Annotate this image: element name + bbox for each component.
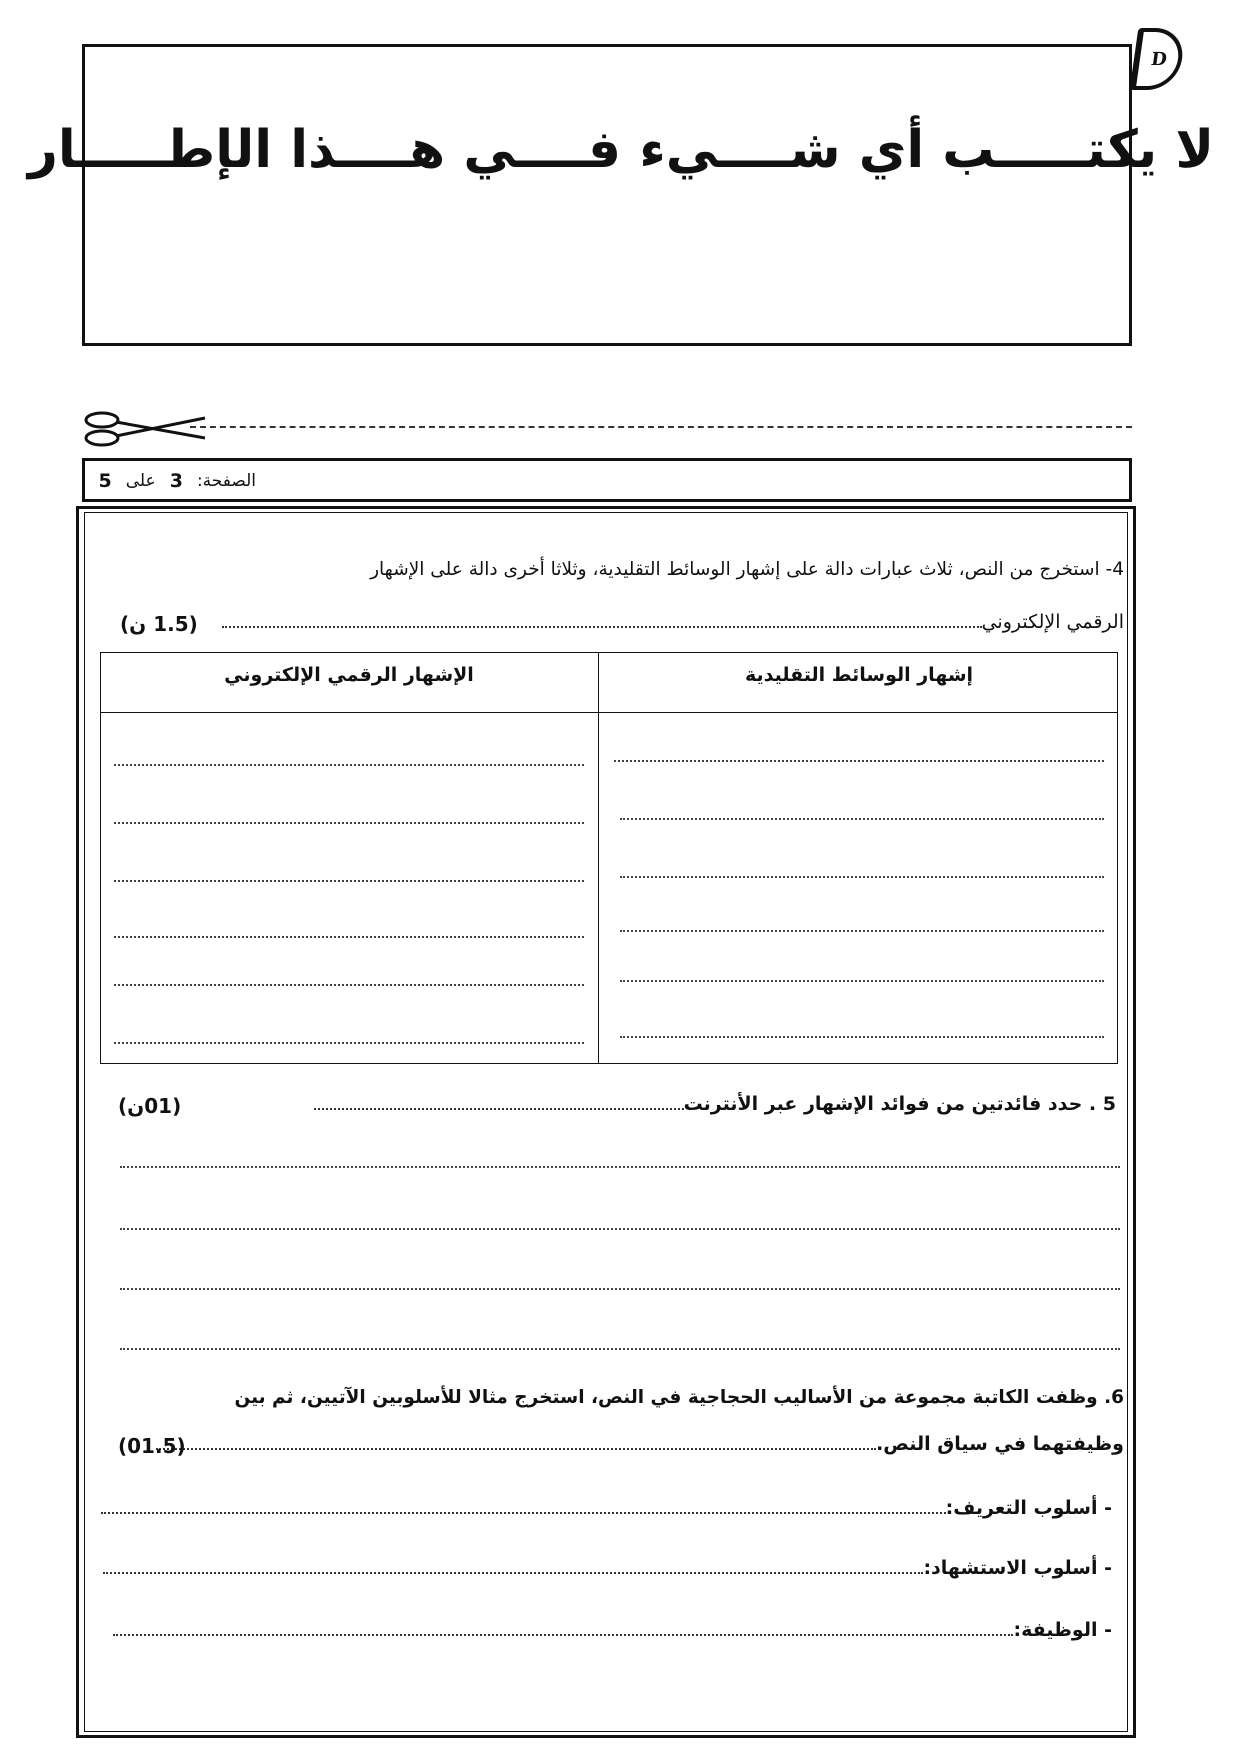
table-header-rule bbox=[598, 712, 1118, 713]
table-header-traditional: إشهار الوسائط التقليدية bbox=[744, 664, 974, 686]
page-indicator bbox=[99, 470, 256, 492]
question5-answer-line[interactable] bbox=[120, 1166, 1120, 1168]
question6-item-function bbox=[113, 1618, 1112, 1643]
table-answer-line[interactable] bbox=[620, 876, 1104, 878]
question6-answer-dots bbox=[156, 1434, 876, 1450]
question6-points: (01.5) bbox=[118, 1434, 186, 1458]
table-answer-line[interactable] bbox=[114, 936, 584, 938]
question4-points: (1.5 ن) bbox=[120, 612, 198, 636]
table-answer-line[interactable] bbox=[114, 1042, 584, 1044]
table-answer-line[interactable] bbox=[620, 818, 1104, 820]
question6-line2-text: وظيفتهما في سياق النص. bbox=[876, 1433, 1124, 1455]
table-answer-line[interactable] bbox=[614, 760, 1104, 762]
question4-line2-text: الرقمي الإلكتروني bbox=[981, 611, 1124, 633]
question6-line1: 6. وظفت الكاتبة مجموعة من الأساليب الحجاجية في النص، استخرج مثالا للأسلوبين الآتيين، ثم بين bbox=[234, 1387, 1124, 1408]
question4-answer-dots bbox=[222, 612, 982, 628]
table-column-divider bbox=[598, 652, 599, 1064]
question6-item-label: - أسلوب التعريف: bbox=[945, 1497, 1112, 1519]
question6-line2 bbox=[156, 1432, 1124, 1457]
question6-item-answer-dots[interactable] bbox=[113, 1620, 1013, 1636]
question5-answer-dots bbox=[314, 1094, 684, 1110]
page-separator: على bbox=[125, 471, 156, 491]
question5 bbox=[314, 1092, 1116, 1117]
question6-item-citation bbox=[103, 1556, 1112, 1581]
question4-line1: 4- استخرج من النص، ثلاث عبارات دالة على إشهار الوسائط التقليدية، وثلاثا أخرى دالة على الإشهار bbox=[370, 559, 1124, 580]
scissors-icon bbox=[80, 408, 210, 448]
cut-dashed-line bbox=[190, 426, 1132, 428]
page-total: 5 bbox=[98, 470, 112, 492]
question6-item-definition bbox=[101, 1496, 1112, 1521]
table-answer-line[interactable] bbox=[114, 822, 584, 824]
table-answer-line[interactable] bbox=[620, 1036, 1104, 1038]
question4-line2 bbox=[222, 610, 1124, 635]
page-label: الصفحة: bbox=[196, 471, 256, 491]
answer-table bbox=[100, 652, 1118, 1064]
question5-points: (01ن) bbox=[118, 1094, 182, 1118]
question5-text: 5 . حدد فائدتين من فوائد الإشهار عبر الأنترنت bbox=[683, 1093, 1116, 1115]
table-answer-line[interactable] bbox=[620, 930, 1104, 932]
reserved-frame bbox=[82, 44, 1132, 346]
corner-letter-mark: D bbox=[1130, 28, 1187, 90]
question6-item-label: - أسلوب الاستشهاد: bbox=[923, 1557, 1112, 1579]
table-header-digital: الإشهار الرقمي الإلكتروني bbox=[224, 664, 474, 686]
question5-answer-line[interactable] bbox=[120, 1348, 1120, 1350]
table-header-rule bbox=[100, 712, 598, 713]
question6-item-answer-dots[interactable] bbox=[101, 1498, 946, 1514]
table-answer-line[interactable] bbox=[114, 764, 584, 766]
table-answer-line[interactable] bbox=[114, 984, 584, 986]
question6-item-label: - الوظيفة: bbox=[1013, 1619, 1112, 1641]
table-answer-line[interactable] bbox=[114, 880, 584, 882]
table-answer-line[interactable] bbox=[620, 980, 1104, 982]
question5-answer-line[interactable] bbox=[120, 1228, 1120, 1230]
reserved-frame-title: لا يكتـــــب أي شــــيء فــــي هــــذا الإطـــــار bbox=[27, 120, 1215, 180]
question6-item-answer-dots[interactable] bbox=[103, 1558, 923, 1574]
question5-answer-line[interactable] bbox=[120, 1288, 1120, 1290]
page-current: 3 bbox=[169, 470, 183, 492]
